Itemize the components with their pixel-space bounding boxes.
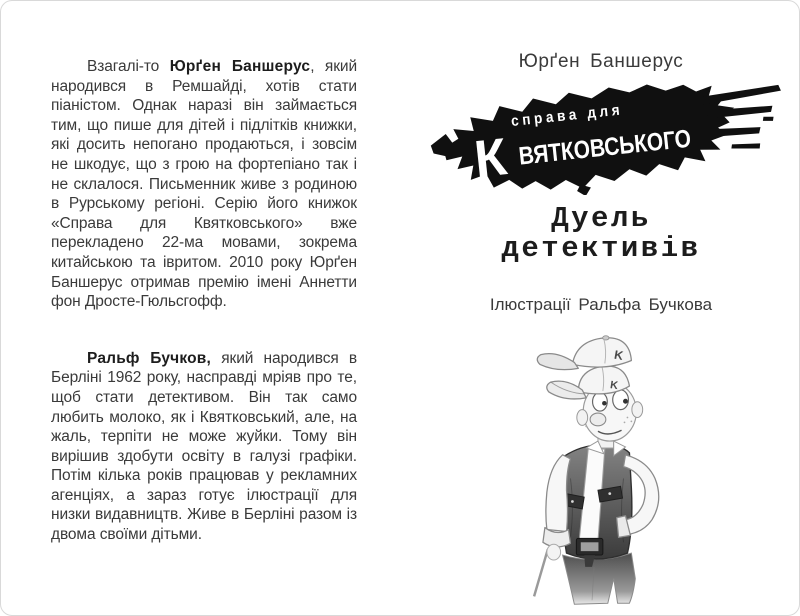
pupil-right [623, 399, 628, 404]
bio-butschkow [51, 349, 357, 545]
top-cap [537, 336, 631, 370]
series-logo-rest: вятковського [517, 121, 727, 171]
left-page [1, 1, 401, 616]
pants [563, 553, 636, 604]
title-page-author: Юрґен Баншерус [518, 51, 684, 72]
nose [590, 413, 606, 426]
cap-letter-top: K [613, 347, 625, 364]
bio-text: , який народився в Ремшайді, хотів стати піаністом. Однак наразі він займається тим, що пише для дітей і підлітків книжки, які досить непогано продаються, і зовсім не шкодує, що з грою на фортепіано так і не склалося. Письменник живе з родиною в Рурському регіоні. Серію його книжок «Справа для Квятковського» вже перекладено 22-ма мовами, зокрема китайською та івритом. 2010 року Юрґен Баншерус отримав премію імені Аннетти фон Дросте-Гюльсгофф. [51, 58, 357, 311]
series-logo-group [429, 83, 787, 195]
bio-text: який народився в Берліні 1962 року, насправді мріяв про те, щоб стати детективом. Він так само любить молоко, як і Квятковський, але, на жаль, терпіти не може жуйки. Тому він вирішив здобути освіту в галузі графіки. Потім кілька років працював у рекламних агенціях, а зараз готує ілюстрації для низки видавництв. Живе в Берліні разом із двома своїми дітьми. [51, 349, 357, 544]
bio-text: Взагалі-то [87, 58, 170, 75]
author-bios [51, 57, 357, 545]
ear-left [577, 410, 588, 426]
illustrator-credit: Ілюстрації Ральфа Бучкова [489, 295, 713, 314]
boy-illustration [526, 331, 666, 616]
series-logo [429, 83, 787, 195]
bio-banscherus [51, 57, 357, 312]
book-title-line2: детективів [501, 232, 701, 265]
book-title [401, 204, 800, 264]
series-logo-top-line: справа для [510, 100, 637, 131]
cap-letter-lower: K [609, 379, 619, 393]
author-name-bold: Юрґен Баншерус [169, 58, 311, 75]
ear-right [632, 402, 643, 418]
left-arm-sleeve [543, 455, 571, 560]
walking-stick [534, 549, 548, 596]
book-title-line1: Дуель [551, 202, 651, 235]
right-page [401, 1, 800, 616]
pupil-left [602, 401, 607, 406]
illustrator-name-bold: Ральф Бучков, [87, 349, 212, 367]
series-logo-initial: К [471, 128, 510, 190]
